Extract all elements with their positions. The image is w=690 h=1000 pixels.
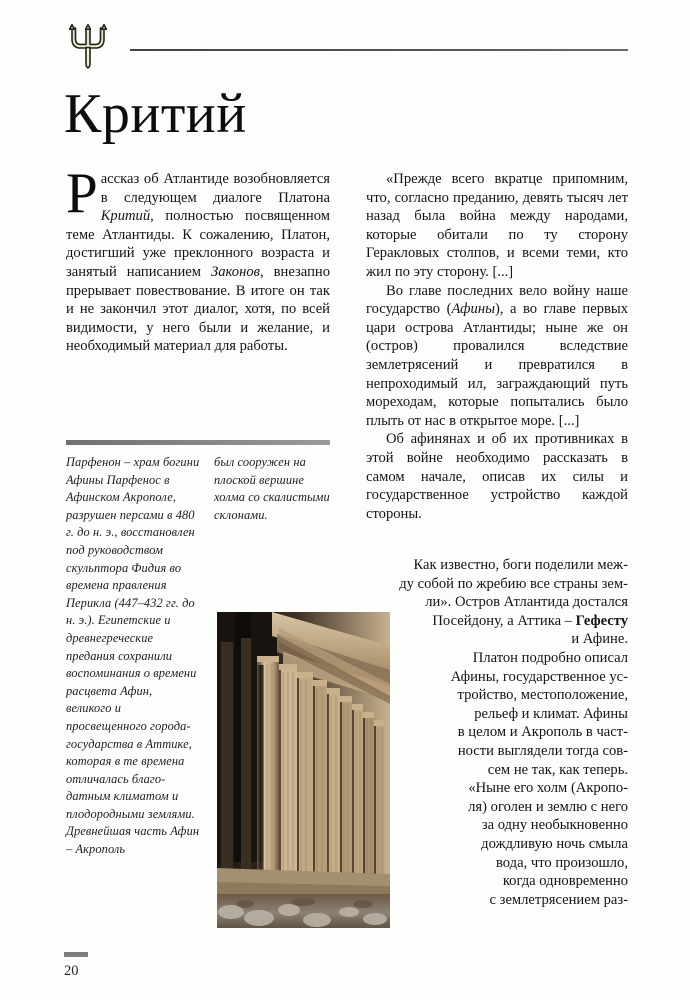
wrapped-line: ности выглядели тогда сов- — [457, 742, 628, 759]
wrapped-line: Афины, государственное ус- — [450, 668, 628, 685]
wrapped-text-block — [300, 556, 628, 909]
trident-icon — [66, 22, 110, 72]
wrapped-line: Платон подробно описал — [472, 649, 628, 666]
wrapped-line: когда одновременно — [502, 873, 628, 890]
wrapped-line: в целом и Акрополь в част- — [457, 724, 628, 741]
footer-divider — [64, 952, 88, 957]
work-title-kritiy: Критий — [100, 208, 151, 225]
wrapped-line: «Ныне его холм (Акропо- — [468, 780, 628, 797]
wrapped-line: ля) оголен и землю с него — [468, 798, 628, 815]
right-paragraph-2-part2: ), а во главе первых цари острова Атлантиды; ныне же он (остров) провалился вследствие землетрясений и превратился в непроходимый ил, заграждающий путь мореходам, которые попытались было плыть от нас в открытое море. [...] — [366, 301, 628, 429]
wrapped-line: дождливую ночь смыла — [481, 835, 628, 852]
wrapped-line: за одну необыкновенно — [481, 817, 628, 834]
right-text-column — [366, 170, 628, 523]
wrapped-line: с землетрясением раз- — [489, 891, 628, 908]
page-title: Критий — [64, 83, 247, 145]
right-paragraph-2-part1: Во главе последних вело войну наше государство ( — [366, 282, 628, 318]
left-paragraph-1-part2: , полностью посвященном теме Атлантиды. К сожалению, Платон, достигший уже преклонного возраста и занятый написанием — [66, 208, 330, 280]
left-text-column — [66, 162, 330, 356]
drop-cap: Р — [66, 162, 98, 225]
wrapped-line: тройство, местоположение, — [457, 687, 628, 704]
page-header — [62, 22, 628, 80]
left-paragraph-1-part3: , внезапно прерывает повествование. В итоге он так и не закончил этот диалог, хотя, по всей видимости, у него были и желание, и необходимый материал для работы. — [66, 263, 330, 355]
caption-text-b: был сооружен на плоской вершине холма со скалистыми склонами. — [214, 455, 330, 522]
header-divider — [130, 49, 628, 51]
caption-divider — [66, 440, 330, 445]
wrapped-line: Как известно, боги поделили меж- — [413, 557, 628, 573]
wrapped-line: и Афине. — [571, 631, 628, 648]
wrapped-line: вода, что произошло, — [496, 854, 628, 871]
wrapped-line: ли». Остров Атлантида достался — [425, 594, 628, 611]
bold-gefestu: Гефесту — [575, 612, 628, 629]
work-title-zakonov: Законов — [211, 263, 260, 280]
italic-afiny: Афины — [451, 301, 495, 318]
caption-text-a: Парфенон – храм богини Афины Парфенос в Афинском Акрополе, разрушен персами в 480 г. до н. э., восстановлен под руководством скульптора Фидия во времена правления Перикла (447–432 гг. до н. э.). Египетские и древнегреческие предания сохранили воспоминания о времени расцвета Афин, великого и просвещенного города-государства в Аттике, которая в те времена отличалась благодатным климатом и плодородными землями. Древнейшая часть Афин – Акрополь — [66, 455, 200, 857]
right-paragraph-2 — [366, 282, 628, 431]
wrapped-line: рельеф и климат. Афины — [474, 705, 628, 722]
page-number: 20 — [64, 963, 79, 979]
right-paragraph-3: Об афинянах и об их противниках в этой войне необходимо рассказать в самом начале, описав их силы и государственное устройство каждой стороны. — [366, 431, 628, 522]
wrapped-line: сем не так, как теперь. — [487, 761, 628, 778]
right-paragraph-1: «Прежде всего вкратце припомним, что, согласно преданию, девять тысяч лет назад была война между народами, которые обитали по ту сторону Геракловых столпов, и всеми теми, кто жил по эту сторону. [...] — [366, 171, 628, 280]
wrapped-line: ду собой по жребию все страны зем- — [399, 575, 628, 592]
left-paragraph-1-part1: ассказ об Атлантиде возобновляется в следующем диалоге Платона — [100, 171, 330, 206]
page-footer — [64, 952, 88, 980]
caption-column-a — [66, 454, 200, 859]
left-paragraph-1 — [66, 162, 330, 356]
wrapped-line: Посейдону, а Аттика – Гефесту — [432, 612, 628, 629]
